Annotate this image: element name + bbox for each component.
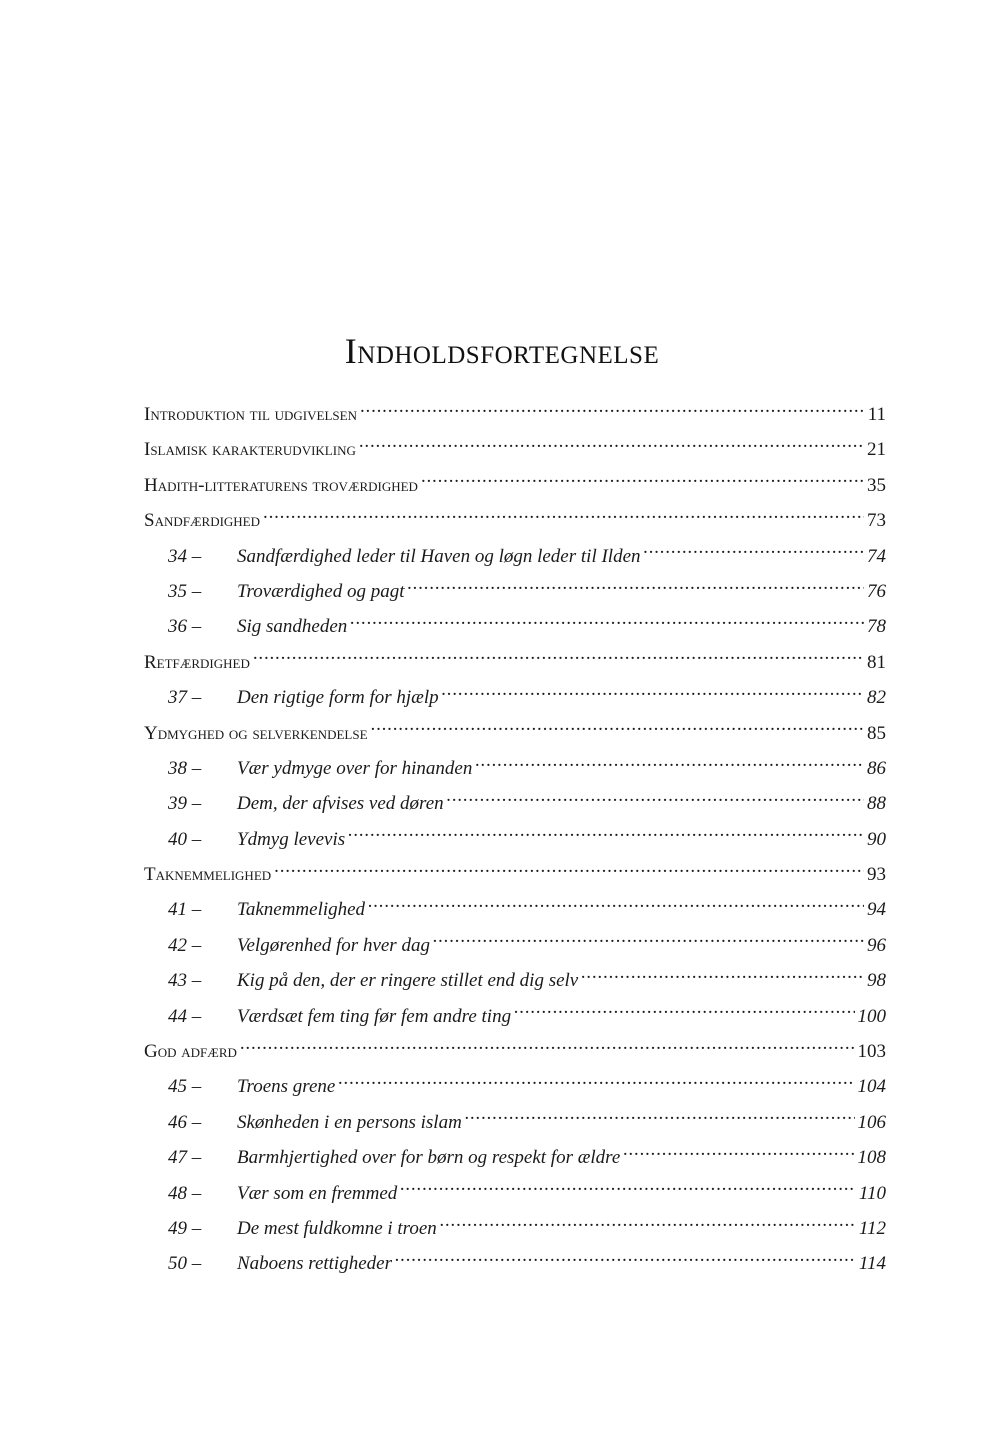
toc-entry-number: 48 – <box>168 1182 202 1204</box>
toc-entry-label: Hadith-litteraturens troværdighed <box>144 474 418 496</box>
dot-leader <box>368 896 864 915</box>
toc-section-entry <box>144 892 886 927</box>
toc-entry-number: 36 – <box>168 616 202 638</box>
table-of-contents <box>144 397 886 1282</box>
dot-leader <box>433 932 864 951</box>
toc-entry-page-number: 98 <box>867 970 886 992</box>
toc-entry-label: Kig på den, der er ringere stillet end dig selv <box>237 970 579 992</box>
dot-leader <box>360 401 865 420</box>
toc-entry-page-number: 85 <box>867 722 886 744</box>
toc-entry-number: 41 – <box>168 899 202 921</box>
toc-entry-label: Sandfærdighed <box>144 510 261 532</box>
toc-entry-number: 35 – <box>168 580 202 602</box>
toc-entry-label: Retfærdighed <box>144 651 250 673</box>
dot-leader <box>350 613 864 632</box>
toc-entry-label: Den rigtige form for hjælp <box>237 687 439 709</box>
toc-chapter-entry <box>144 857 886 892</box>
toc-chapter-entry <box>144 716 886 751</box>
toc-entry-number: 47 – <box>168 1147 202 1169</box>
toc-entry-label: Vær ydmyge over for hinanden <box>237 757 473 779</box>
dot-leader <box>475 755 864 774</box>
toc-entry-label: Introduktion til udgivelsen <box>144 404 357 425</box>
toc-chapter-entry <box>144 503 886 538</box>
toc-entry-number: 43 – <box>168 970 202 992</box>
toc-entry-page-number: 94 <box>867 899 886 921</box>
toc-entry-label: Sig sandheden <box>237 616 348 638</box>
toc-entry-label: Ydmyg levevis <box>237 828 346 850</box>
toc-entry-number: 50 – <box>168 1253 202 1275</box>
toc-section-entry <box>144 786 886 821</box>
toc-entry-number: 39 – <box>168 793 202 815</box>
toc-entry-label: Naboens rettigheder <box>237 1253 392 1275</box>
toc-section-entry <box>144 1211 886 1246</box>
dot-leader <box>421 472 864 491</box>
dot-leader <box>442 684 864 703</box>
toc-entry-number: 45 – <box>168 1076 202 1098</box>
dot-leader <box>440 1215 856 1234</box>
toc-entry-page-number: 78 <box>867 616 886 638</box>
toc-entry-label: De mest fuldkomne i troen <box>237 1217 437 1239</box>
toc-entry-page-number: 110 <box>858 1182 886 1204</box>
toc-entry-number: 44 – <box>168 1005 202 1027</box>
toc-section-entry <box>144 539 886 574</box>
page-title: Indholdsfortegnelse <box>344 331 660 371</box>
toc-entry-page-number: 112 <box>858 1217 886 1239</box>
toc-entry-page-number: 103 <box>857 1041 886 1063</box>
toc-entry-label: Barmhjertighed over for børn og respekt for ældre <box>237 1147 621 1169</box>
dot-leader <box>581 967 864 986</box>
dot-leader <box>447 790 864 809</box>
toc-chapter-entry <box>144 645 886 680</box>
dot-leader <box>644 543 864 562</box>
toc-entry-page-number: 96 <box>867 934 886 956</box>
toc-entry-label: Islamisk karakterudvikling <box>144 439 356 461</box>
dot-leader <box>274 861 864 880</box>
toc-entry-label: God adfærd <box>144 1041 237 1063</box>
dot-leader <box>263 507 864 526</box>
toc-chapter-entry <box>144 432 886 467</box>
toc-entry-label: Troens grene <box>237 1076 336 1098</box>
toc-section-entry <box>144 1069 886 1104</box>
toc-entry-label: Taknemmelighed <box>144 864 272 886</box>
toc-section-entry <box>144 751 886 786</box>
toc-entry-label: Værdsæt fem ting før fem andre ting <box>237 1005 512 1027</box>
toc-entry-label: Velgørenhed for hver dag <box>237 934 430 956</box>
toc-section-entry <box>144 1176 886 1211</box>
toc-section-entry <box>144 1246 886 1281</box>
toc-entry-label: Dem, der afvises ved døren <box>237 793 444 815</box>
toc-section-entry <box>144 963 886 998</box>
toc-entry-number: 42 – <box>168 934 202 956</box>
toc-section-entry <box>144 574 886 609</box>
dot-leader <box>408 578 865 597</box>
toc-entry-label: Ydmyghed og selverkendelse <box>144 722 368 744</box>
dot-leader <box>240 1038 855 1057</box>
toc-entry-number: 49 – <box>168 1217 202 1239</box>
toc-section-entry <box>144 822 886 857</box>
dot-leader <box>348 826 864 845</box>
toc-entry-number: 38 – <box>168 757 202 779</box>
toc-entry-page-number: 76 <box>867 580 886 602</box>
toc-entry-page-number: 88 <box>867 793 886 815</box>
toc-entry-label: Sandfærdighed leder til Haven og løgn leder til Ilden <box>237 545 641 567</box>
toc-section-entry <box>144 1140 886 1175</box>
toc-section-entry <box>144 609 886 644</box>
dot-leader <box>359 436 864 455</box>
toc-section-entry <box>144 1105 886 1140</box>
dot-leader <box>465 1109 855 1128</box>
toc-entry-page-number: 86 <box>867 757 886 779</box>
toc-entry-page-number: 74 <box>867 545 886 567</box>
dot-leader <box>371 720 864 739</box>
toc-entry-page-number: 93 <box>867 864 886 886</box>
toc-chapter-entry <box>144 468 886 503</box>
toc-entry-label: Troværdighed og pagt <box>237 580 405 602</box>
toc-entry-page-number: 114 <box>858 1253 886 1275</box>
toc-entry-page-number: 35 <box>867 474 886 496</box>
toc-entry-page-number: 104 <box>857 1076 886 1098</box>
toc-chapter-entry <box>144 1034 886 1069</box>
toc-section-entry <box>144 999 886 1034</box>
dot-leader <box>400 1180 856 1199</box>
toc-entry-page-number: 73 <box>867 510 886 532</box>
toc-section-entry <box>144 680 886 715</box>
toc-entry-page-number: 82 <box>867 687 886 709</box>
dot-leader <box>623 1144 854 1163</box>
dot-leader <box>395 1250 856 1269</box>
toc-entry-label: Taknemmelighed <box>237 899 366 921</box>
toc-entry-page-number: 106 <box>857 1111 886 1133</box>
toc-entry-number: 40 – <box>168 828 202 850</box>
dot-leader <box>514 1003 854 1022</box>
toc-chapter-entry <box>144 397 886 432</box>
toc-entry-page-number: 108 <box>857 1147 886 1169</box>
toc-entry-number: 37 – <box>168 687 202 709</box>
toc-entry-page-number: 100 <box>857 1005 886 1027</box>
toc-entry-page-number: 21 <box>867 439 886 461</box>
toc-entry-page-number: 81 <box>867 651 886 673</box>
toc-entry-number: 46 – <box>168 1111 202 1133</box>
dot-leader <box>253 649 864 668</box>
toc-entry-label: Skønheden i en persons islam <box>237 1111 462 1133</box>
toc-section-entry <box>144 928 886 963</box>
toc-entry-number: 34 – <box>168 545 202 567</box>
toc-entry-label: Vær som en fremmed <box>237 1182 398 1204</box>
toc-entry-page-number: 11 <box>867 404 886 425</box>
toc-entry-page-number: 90 <box>867 828 886 850</box>
dot-leader <box>338 1073 854 1092</box>
